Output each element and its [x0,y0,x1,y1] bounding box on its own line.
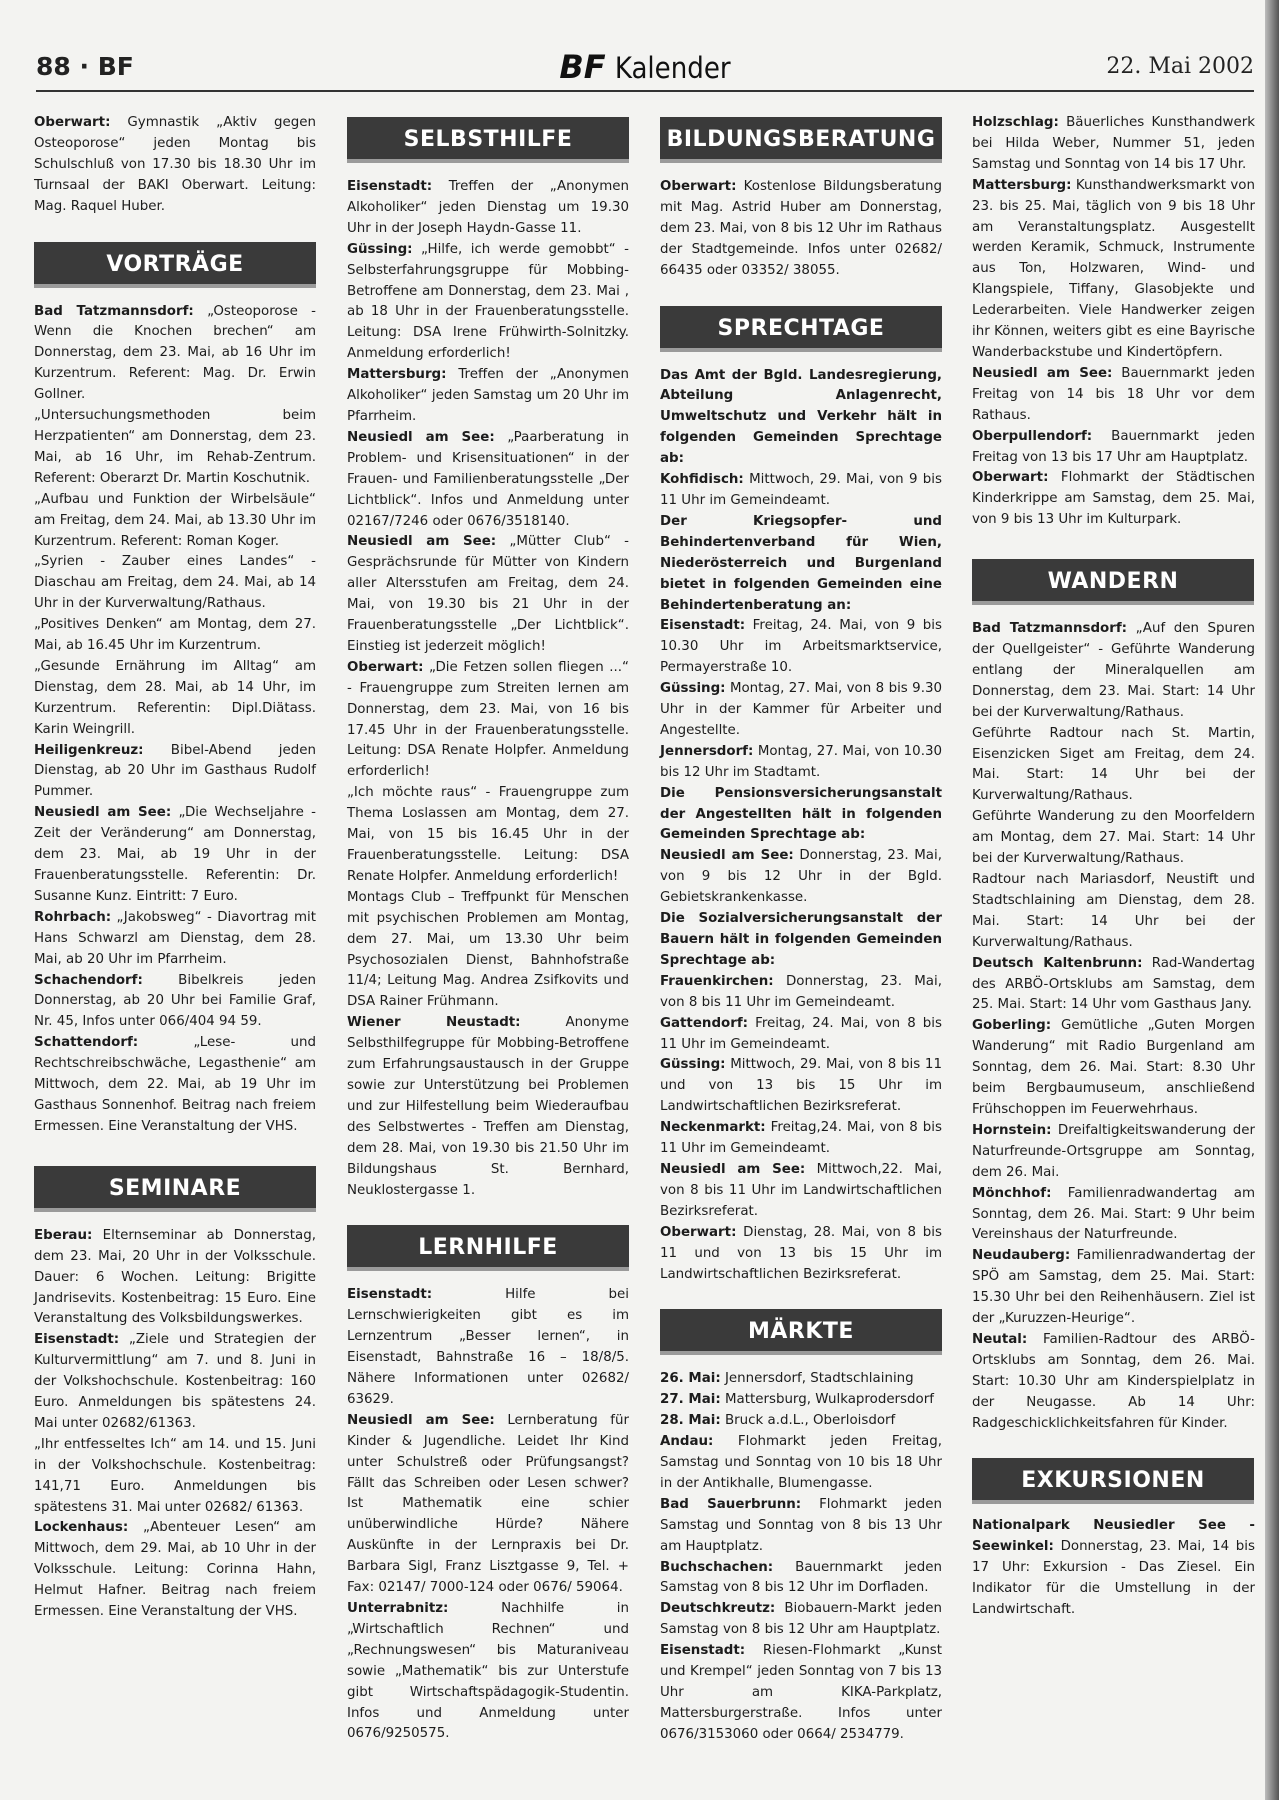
event-entry [660,1055,942,1118]
page-title [36,48,1254,86]
event-entry [347,428,629,533]
event-place: Neusiedl am See: [347,1412,495,1428]
event-text: Flohmarkt der Städtischen Kinderkrippe am Samstag, dem 25. Mai, von 9 bis 13 Uhr im Kulturpark. [972,470,1255,528]
event-place: Neusiedl am See: [972,365,1113,381]
event-text: Dreifaltigkeitswanderung der Naturfreunde-Ortsgruppe am Sonntag, dem 26. Mai. [972,1122,1255,1180]
event-text: Flohmarkt jeden Freitag, Samstag und Sonntag von 10 bis 18 Uhr in der Antikhalle, Blumengasse. [660,1434,942,1491]
event-entry [972,807,1255,870]
event-entry [660,1495,942,1558]
event-place: 27. Mai: [660,1392,721,1408]
event-entry [347,365,629,428]
event-place: Deutschkreutz: [660,1601,776,1617]
event-text: Bäuerliches Kunsthandwerk bei Hilda Weber, Nummer 51, jeden Samstag und Sonntag von 14 bis 17 Uhr. [972,115,1255,172]
event-text: „Paarberatung in Problem- und Krisensituationen“ in der Frauen- und Familienberatungsstelle „Der Lichtblick“. Infos und Anmeldung unter 02167/7246 oder 0676/3518140. [347,429,629,529]
event-place: Oberwart: [34,115,111,130]
event-place: Mattersburg: [347,367,447,383]
section-heading: MÄRKTE [660,1309,942,1355]
event-text: „Hilfe, ich werde gemobbt“ - Selbsterfahrungsgruppe für Mobbing-Betroffene am Donnerstag, dem 23. Mai , ab 18 Uhr in der Frauenberatungsstelle. Leitung: DSA Irene Frühwirth-Solnitzky. Anmeldung erforderlich! [347,241,630,362]
event-text: „Osteoporose - Wenn die Knochen brechen“ am Donnerstag, dem 23. Mai, ab 16 Uhr im Kurzentrum. Referent: Mag. Dr. Erwin Gollner. [34,303,316,403]
event-place: Gattendorf: [660,1015,749,1031]
page-header [36,48,1254,90]
event-entry [34,657,316,741]
event-entry [972,1246,1255,1330]
event-entry [972,1184,1255,1247]
event-text: Familien-Radtour des ARBÖ-Ortsklubs am Sonntag, dem 26. Mai. Start: 10.30 Uhr am Kinderspielplatz in der Neugasse. Ab 14 Uhr: Radgeschicklichkeitsfahren für Kinder. [972,1331,1255,1431]
event-entry [972,176,1255,364]
event-place: Neusiedl am See: [347,429,495,445]
section-heading: WANDERN [972,559,1254,605]
event-text: Geführte Radtour nach St. Martin, Eisenzicken Siget am Freitag, dem 24. Mai. Start: 14 Uhr bei der Kurverwaltung/Rathaus. [972,725,1255,804]
event-place: Bad Tatzmannsdorf: [972,621,1128,637]
event-text: Familienradwandertag am Sonntag, dem 26. Mai. Start: 9 Uhr beim Vereinshaus der Naturfreunde. [972,1185,1255,1243]
event-text: Anonyme Selbsthilfegruppe für Mobbing-Betroffene zum Erfahrungsaustausch in der Gruppe sowie zur Unterstützung bei Problemen und zur Hilfestellung beim Wiederaufbau des Selbstwertes - Treffen am Dienstag, dem 28. Mai, von 19.30 bis 21.50 Uhr im Bildungshaus St. Bernhard, Neuklostergasse 1. [347,1015,629,1198]
event-text: Familienradwandertag der SPÖ am Samstag, dem 25. Mai. Start: 15.30 Uhr bei den Reihenhäusern. Ziel ist der „Kuruzzen-Heurige“. [972,1248,1255,1327]
column-4 [972,113,1255,1621]
event-place: Eisenstadt: [34,1332,120,1348]
event-place: Oberpullendorf: [972,428,1093,444]
event-entry [972,954,1255,1017]
event-place: Mattersburg: [972,177,1072,193]
event-text: Montag, 27. Mai, von 10.30 bis 12 Uhr im Stadtamt. [660,743,942,780]
event-text: Geführte Wanderung zu den Moorfeldern am Montag, dem 27. Mai. Start: 14 Uhr bei der Kurverwaltung/Rathaus. [972,809,1255,867]
event-entry [347,1285,629,1410]
event-entry [34,552,316,615]
event-place: Eisenstadt: [660,1643,746,1659]
event-entry [347,1013,629,1201]
event-place: Güssing: [660,681,726,697]
event-text: Treffen der „Anonymen Alkoholiker“ jeden Samstag um 20 Uhr im Pfarrheim. [347,367,630,424]
event-entry [972,619,1255,724]
event-text: „Die Wechseljahre - Zeit der Veränderung“ am Donnerstag, dem 23. Mai, ab 19 Uhr in der Frauenberatungsstelle. Referentin: Dr. Susanne Kunz. Eintritt: 7 Euro. [34,805,316,904]
event-entry [972,1516,1255,1621]
event-place: Eisenstadt: [347,1287,433,1303]
event-place: Neckenmarkt: [660,1120,766,1136]
page-number: 88 · BF [36,52,134,81]
event-entry [660,177,942,282]
event-text: Nachhilfe in „Wirtschaftlich Rechnen“ und „Rechnungswesen“ bis Maturaniveau sowie „Mathematik“ bis zur Unterstufe gibt Wirtschaftspädagogik-Studentin. Infos und Anmeldung unter 0676/9250575. [347,1601,629,1742]
event-text: „Mütter Club“ - Gesprächsrunde für Mütter von Kindern aller Altersstufen am Freitag, dem 24. Mai, von 19.30 bis 21 Uhr in der Frauenberatungsstelle „Der Lichtblick“. Einstieg ist jederzeit möglich! [347,534,630,654]
event-text: Hilfe bei Lernschwierigkeiten gibt es im Lernzentrum „Besser lernen“, in Eisenstadt, Bahnstraße 16 – 18/8/5. Nähere Informationen unter 02682/ 63629. [347,1287,629,1407]
event-entry [660,1411,942,1432]
event-entry [660,1369,942,1390]
event-entry [34,113,316,218]
event-place: Schattendorf: [34,1035,139,1051]
event-entry [347,888,629,1013]
event-entry [972,1330,1255,1435]
event-place: Neusiedl am See: [660,1161,806,1177]
event-text: „Untersuchungsmethoden beim Herzpatienten“ am Donnerstag, dem 23. Mai, ab 16 Uhr, im Rehab-Zentrum. Referent: Oberarzt Dr. Martin Koschutnik. [34,408,316,486]
event-entry [34,615,316,657]
event-entry [660,1558,942,1600]
event-place: Oberwart: [347,659,424,675]
event-text: „Die Fetzen sollen fliegen ...“ - Frauengruppe zum Streiten lernen am Donnerstag, dem 23. Mai, von 16 bis 17.45 Uhr in der Frauenberatungsstelle. Leitung: DSA Renate Holpfer. Anmeldung erforderlich! [347,659,629,780]
notice-intro-text: Die Sozialversicherungsanstalt der Bauern hält in folgenden Gemeinden Sprechtage ab: [660,911,942,968]
event-text: „Ihr entfesseltes Ich“ am 14. und 15. Juni in der Volkshochschule. Kostenbeitrag: 141,71 Euro. Anmeldungen bis spätestens 31. Mai unter 02682/ 61363. [34,1436,316,1515]
event-place: Eisenstadt: [660,618,746,634]
event-text: Bauernmarkt jeden Freitag von 13 bis 17 Uhr am Hauptplatz. [972,428,1255,465]
notice-intro [660,909,942,972]
event-place: Hornstein: [972,1122,1052,1138]
event-entry [347,177,629,240]
event-text: Montags Club – Treffpunkt für Menschen mit psychischen Problemen am Montag, dem 27. Mai, um 13.30 Uhr beim Psychosozialen Dienst, Bahnhofstraße 11/4; Leitung Mag. Andrea Zsifkovits und DSA Rainer Frühmann. [347,889,629,1010]
section-heading: BILDUNGSBERATUNG [660,117,942,163]
event-entry [34,1435,316,1519]
event-text: Radtour nach Mariasdorf, Neustift und Stadtschlaining am Dienstag, dem 28. Mai. Start: 14 Uhr bei der Kurverwaltung/Rathaus. [972,872,1255,950]
event-text: Bibelkreis jeden Donnerstag, ab 20 Uhr bei Familie Graf, Nr. 45, Infos unter 066/404 94 59. [34,972,316,1030]
event-text: Dienstag, 28. Mai, von 8 bis 11 und von 13 bis 15 Uhr im Landwirtschaftlichen Bezirksreferat. [660,1224,942,1282]
event-entry [660,1014,942,1056]
event-entry [972,870,1255,954]
event-entry [34,406,316,490]
column-1 [34,113,316,1623]
event-place: Neusiedl am See: [34,805,172,821]
event-place: Wiener Neustadt: [347,1015,521,1031]
issue-date: 22. Mai 2002 [1106,54,1254,79]
event-entry [34,302,316,407]
section-heading: EXKURSIONEN [972,1458,1254,1504]
notice-intro-text: Die Pensionsversicherungsanstalt der Angestellten hält in folgenden Gemeinden Sprechtage ab: [660,785,942,843]
event-entry [660,470,942,512]
section-heading: LERNHILFE [347,1225,629,1271]
event-entry [972,364,1255,427]
section-heading: SPRECHTAGE [660,306,942,352]
event-entry [660,972,942,1014]
event-text: Biobauern-Markt jeden Samstag von 8 bis 12 Uhr am Hauptplatz. [660,1601,942,1638]
event-text: „Abenteuer Lesen“ am Mittwoch, dem 29. Mai, ab 10 Uhr in der Volksschule. Leitung: Corinna Hahn, Helmut Hafner. Beitrag nach freiem Ermessen. Eine Veranstaltung der VHS. [34,1520,316,1620]
event-text: Donnerstag, 23. Mai, 14 bis 17 Uhr: Exkursion - Das Ziesel. Ein Indikator für die Umstellung in der Landwirtschaft. [972,1539,1255,1618]
event-entry [972,113,1255,176]
event-place: Goberling: [972,1018,1052,1034]
event-place: Kohfidisch: [660,472,744,488]
event-text: Bauernmarkt jeden Freitag von 14 bis 18 Uhr vor dem Rathaus. [972,365,1255,423]
event-place: Deutsch Kaltenbrunn: [972,955,1143,971]
event-text: Mittwoch,22. Mai, von 8 bis 11 Uhr im Landwirtschaftlichen Bezirksreferat. [660,1161,942,1219]
event-entry [660,1390,942,1411]
event-text: Bauernmarkt jeden Samstag von 8 bis 12 Uhr im Dorfladen. [660,1559,942,1596]
event-place: 26. Mai: [660,1371,721,1387]
event-entry [660,1432,942,1495]
event-entry [660,1118,942,1160]
event-text: Mattersburg, Wulkaprodersdorf [724,1392,934,1408]
event-place: Lockenhaus: [34,1520,129,1536]
event-entry [972,1121,1255,1184]
event-place: Neusiedl am See: [347,534,497,550]
event-place: Oberwart: [660,1224,737,1240]
notice-intro-text: Der Kriegsopfer- und Behindertenverband für Wien, Niederösterreich und Burgenland bietet in folgenden Gemeinden eine Behindertenberatung an: [660,513,942,613]
event-place: Bad Tatzmannsdorf: [34,303,194,319]
notice-intro-text: Das Amt der Bgld. Landesregierung, Abteilung Anlagenrecht, Umweltschutz und Verkehr hält in folgenden Gemeinden Sprechtage ab: [660,367,942,467]
event-place: Neutal: [972,1331,1028,1347]
event-entry [347,1599,629,1745]
event-text: Elternseminar ab Donnerstag, dem 23. Mai, 20 Uhr in der Volksschule. Dauer: 6 Wochen. Leitung: Brigitte Jandrisevits. Kostenbeitrag: 15 Euro. Eine Veranstaltung des Volksbildungswerkes. [34,1227,316,1327]
event-entry [660,1223,942,1286]
event-text: Donnerstag, 23. Mai, von 8 bis 11 Uhr im Gemeindeamt. [660,973,942,1010]
event-entry [34,1330,316,1435]
event-place: Jennersdorf: [660,743,754,759]
event-place: Eisenstadt: [347,179,433,194]
event-entry [660,679,942,742]
event-text: „Syrien - Zauber eines Landes“ - Diaschau am Freitag, dem 24. Mai, ab 14 Uhr in der Kurverwaltung/Rathaus. [34,554,316,612]
event-place: Buchschachen: [660,1559,774,1575]
event-place: Andau: [660,1434,714,1450]
title-word: Kalender [614,51,731,85]
event-entry [347,658,629,783]
event-entry [34,1033,316,1138]
column-2 [347,113,629,1745]
event-text: Kostenlose Bildungsberatung mit Mag. Astrid Huber am Donnerstag, dem 23. Mai, von 8 bis 12 Uhr im Rathaus der Stadtgemeinde. Infos unter 02682/ 66435 oder 03352/ 38055. [660,179,942,278]
title-brand: BF [559,48,606,86]
event-text: „Lese- und Rechtschreibschwäche, Legasthenie“ am Mittwoch, dem 22. Mai, ab 19 Uhr im Gasthaus Sonnenhof. Beitrag nach freiem Ermessen. Eine Veranstaltung der VHS. [34,1035,316,1134]
event-text: „Ziele und Strategien der Kulturvermittlung“ am 7. und 8. Juni in der Volkshochschule. Kostenbeitrag: 160 Euro. Anmeldungen bis spätestens 24. Mai unter 02682/61363. [34,1332,316,1431]
event-text: Rad-Wandertag des ARBÖ-Ortsklubs am Samstag, dem 25. Mai. Start: 14 Uhr vom Gasthaus Jany. [972,955,1255,1013]
event-place: Mönchhof: [972,1185,1052,1201]
event-place: Oberwart: [972,470,1049,486]
event-entry [347,1411,629,1599]
event-entry [34,741,316,804]
event-text: „Gesunde Ernährung im Alltag“ am Dienstag, dem 28. Mai, ab 14 Uhr, im Kurzentrum. Referentin: Dipl.Diätass. Karin Weingrill. [34,658,316,737]
event-place: Heiligenkreuz: [34,742,144,758]
event-entry [347,240,629,365]
event-text: Gymnastik „Aktiv gegen Osteoporose“ jeden Montag bis Schulschluß von 17.30 bis 18.30 Uhr im Turnsaal der BAKI Oberwart. Leitung: Mag. Raquel Huber. [34,115,316,214]
event-text: Donnerstag, 23. Mai, von 9 bis 12 Uhr in der Bgld. Gebietskrankenkasse. [660,848,942,906]
event-place: Neusiedl am See: [660,848,794,864]
event-text: Riesen-Flohmarkt „Kunst und Krempel“ jeden Sonntag von 7 bis 13 Uhr am KIKA-Parkplatz, Mattersburgerstraße. Infos unter 0676/3153060 oder 0664/ 2534779. [660,1643,942,1742]
event-entry [660,1641,942,1746]
event-entry [34,490,316,553]
event-place: Bad Sauerbrunn: [660,1496,802,1512]
event-place: Schachendorf: [34,972,143,988]
event-entry [660,1599,942,1641]
event-entry [34,803,316,908]
event-text: Flohmarkt jeden Samstag und Sonntag von 8 bis 13 Uhr am Hauptplatz. [660,1496,942,1554]
event-place: Frauenkirchen: [660,973,774,989]
event-text: Montag, 27. Mai, von 8 bis 9.30 Uhr in der Kammer für Arbeiter und Angestellte. [660,681,942,738]
event-entry [34,971,316,1034]
event-text: Gemütliche „Guten Morgen Wanderung“ mit Radio Burgenland am Sonntag, dem 26. Mai. Start: 8.30 Uhr beim Bergbaumuseum, anschließend Frühschoppen im Feuerwehrhaus. [972,1018,1255,1117]
event-entry [972,724,1255,808]
notice-intro [660,512,942,617]
event-text: Lernberatung für Kinder & Jugendliche. Leidet Ihr Kind unter Schulstreß oder Prüfungsangst? Fällt das Schreiben oder Lesen schwer? Ist Mathematik eine schier unüberwindliche Hürde? Nähere Auskünfte in der Lernpraxis bei Dr. Barbara Sigl, Franz Lisztgasse 9, Tel. + Fax: 02147/ 7000-124 oder 0676/ 59064. [347,1412,629,1596]
event-place: Eberau: [34,1227,93,1243]
event-place: Güssing: [347,241,413,257]
notice-intro [660,366,942,471]
event-entry [972,1016,1255,1121]
event-text: Mittwoch, 29. Mai, von 9 bis 11 Uhr im Gemeindeamt. [660,472,942,508]
event-place: Rohrbach: [34,909,112,925]
event-text: Kunsthandwerksmarkt von 23. bis 25. Mai, täglich von 9 bis 18 Uhr am Veranstaltungsplatz. Ausgestellt werden Keramik, Schmuck, Instrumente aus Ton, Holzwaren, Wind- und Klangspiele, Tiffany, Glasobjekte und Lederarbeiten. Viele Handwerker zeigen ihr Können, weiters gibt es eine Bayrische Wanderbackstube und Kindertöpfern. [972,177,1255,360]
page-edge-shadow [1265,0,1279,1800]
header-rule [36,90,1254,92]
event-text: Freitag, 24. Mai, von 9 bis 10.30 Uhr im Arbeitsmarktservice, Permayerstraße 10. [660,618,942,676]
event-text: Jennersdorf, Stadtschlaining [724,1371,914,1387]
event-text: „Positives Denken“ am Montag, dem 27. Mai, ab 16.45 Uhr im Kurzentrum. [34,617,316,654]
event-entry [34,1226,316,1331]
event-entry [972,427,1255,469]
event-text: „Jakobsweg“ - Diavortrag mit Hans Schwarzl am Dienstag, dem 28. Mai, ab 20 Uhr im Pfarrheim. [34,909,316,967]
event-place: Oberwart: [660,179,737,194]
event-text: „Auf den Spuren der Quellgeister“ - Geführte Wanderung entlang der Mineralquellen am Donnerstag, dem 23. Mai. Start: 14 Uhr bei der Kurverwaltung/Rathaus. [972,621,1255,720]
event-text: Freitag,24. Mai, von 8 bis 11 Uhr im Gemeindeamt. [660,1120,942,1157]
event-text: Bibel-Abend jeden Dienstag, ab 20 Uhr im Gasthaus Rudolf Pummer. [34,742,316,800]
event-text: „Aufbau und Funktion der Wirbelsäule“ am Freitag, dem 24. Mai, ab 13.30 Uhr im Kurzentrum. Referent: Roman Koger. [34,491,316,549]
event-entry [660,846,942,909]
event-text: „Ich möchte raus“ - Frauengruppe zum Thema Loslassen am Montag, dem 27. Mai, von 15 bis 16.45 Uhr in der Frauenberatungsstelle. Leitung: DSA Renate Holpfer. Anmeldung erforderlich! [347,785,629,884]
event-text: Mittwoch, 29. Mai, von 8 bis 11 und von 13 bis 15 Uhr im Landwirtschaftlichen Bezirksreferat. [660,1057,942,1115]
column-3 [660,113,942,1746]
event-place: Unterrabnitz: [347,1601,449,1616]
event-text: Bruck a.d.L., Oberloisdorf [724,1413,896,1429]
event-place: Nationalpark Neusiedler See - Seewinkel: [972,1518,1255,1555]
section-heading: SEMINARE [34,1166,316,1212]
section-heading: VORTRÄGE [34,242,316,288]
event-place: Güssing: [660,1057,726,1073]
event-entry [34,908,316,971]
event-place: Neudauberg: [972,1248,1071,1264]
event-text: Treffen der „Anonymen Alkoholiker“ jeden Dienstag um 19.30 Uhr in der Joseph Haydn-Gasse 11. [347,179,629,236]
event-entry [972,468,1255,531]
event-entry [660,1160,942,1223]
event-place: Holzschlag: [972,115,1059,130]
event-text: Freitag, 24. Mai, von 8 bis 11 Uhr im Gemeindeamt. [660,1015,942,1052]
notice-intro [660,784,942,847]
event-entry [660,742,942,784]
section-heading: SELBSTHILFE [347,117,629,163]
event-entry [660,616,942,679]
event-place: 28. Mai: [660,1413,721,1429]
event-entry [347,783,629,888]
event-entry [347,532,629,657]
event-entry [34,1518,316,1623]
